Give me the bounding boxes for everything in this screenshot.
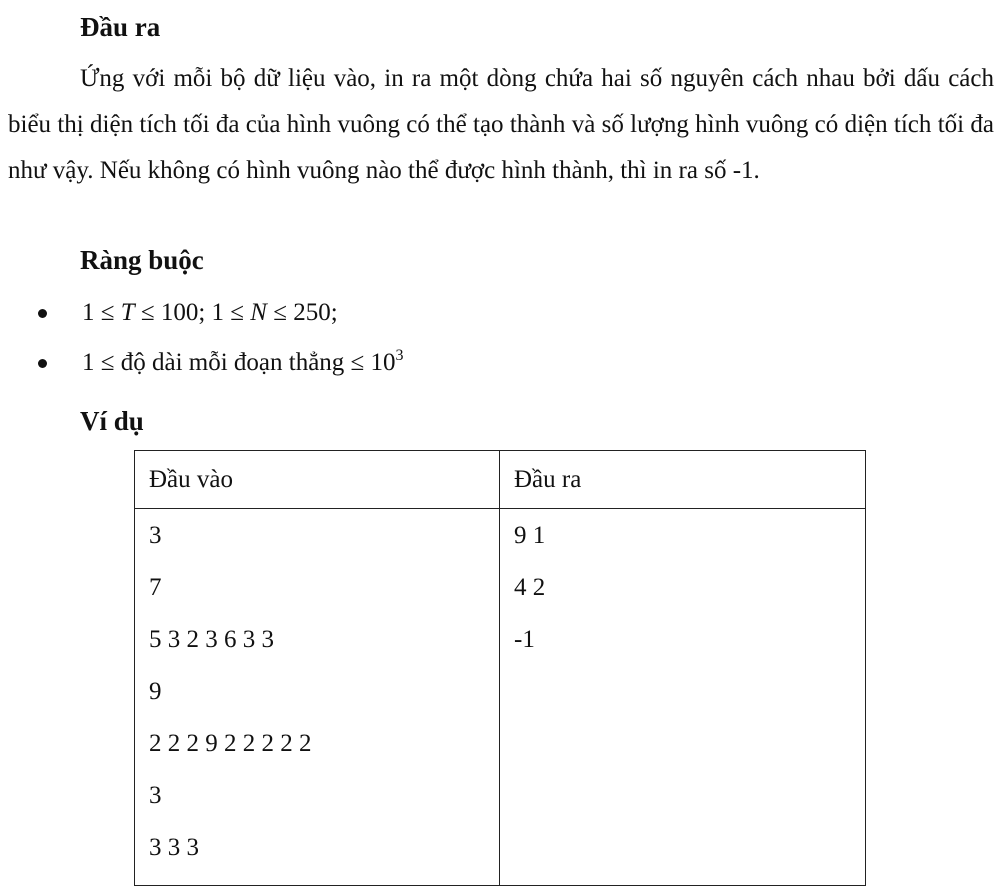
input-line: 5 3 2 3 6 3 3 bbox=[149, 626, 274, 653]
input-column-header: Đầu vào bbox=[135, 451, 500, 509]
output-line: 9 1 bbox=[514, 522, 546, 549]
input-line: 7 bbox=[149, 574, 162, 601]
constraints-list bbox=[0, 290, 404, 390]
constraints-heading: Ràng buộc bbox=[80, 245, 204, 275]
table-row bbox=[135, 509, 866, 886]
input-line: 2 2 2 9 2 2 2 2 2 bbox=[149, 730, 312, 757]
table-header-row bbox=[135, 451, 866, 509]
input-cell bbox=[135, 509, 500, 886]
constraint-item: 1 ≤ độ dài mỗi đoạn thẳng ≤ $10^3$ bbox=[0, 340, 404, 390]
output-description: Ứng với mỗi bộ dữ liệu vào, in ra một dòng chứa hai số nguyên cách nhau bởi dấu cách biểu thị diện tích tối đa của hình vuông có thể tạo thành và số lượng hình vuông có diện tích tối đa như vậy. Nếu không có hình vuông nào thể được hình thành, thì in ra số -1. bbox=[8, 65, 994, 184]
input-line: 3 bbox=[149, 782, 162, 809]
output-line: -1 bbox=[514, 626, 535, 653]
output-column-header: Đầu ra bbox=[500, 451, 866, 509]
bullet-icon bbox=[38, 309, 47, 318]
input-line: 9 bbox=[149, 678, 162, 705]
input-line: 3 3 3 bbox=[149, 834, 199, 861]
output-line: 4 2 bbox=[514, 574, 546, 601]
bullet-icon bbox=[38, 359, 47, 368]
output-heading: Đầu ra bbox=[80, 12, 161, 42]
output-cell bbox=[500, 509, 866, 886]
example-table bbox=[134, 450, 866, 886]
input-line: 3 bbox=[149, 522, 162, 549]
constraint-item: 1 ≤ T ≤ 100; 1 ≤ N ≤ 250; bbox=[0, 290, 404, 340]
example-heading: Ví dụ bbox=[80, 406, 144, 436]
